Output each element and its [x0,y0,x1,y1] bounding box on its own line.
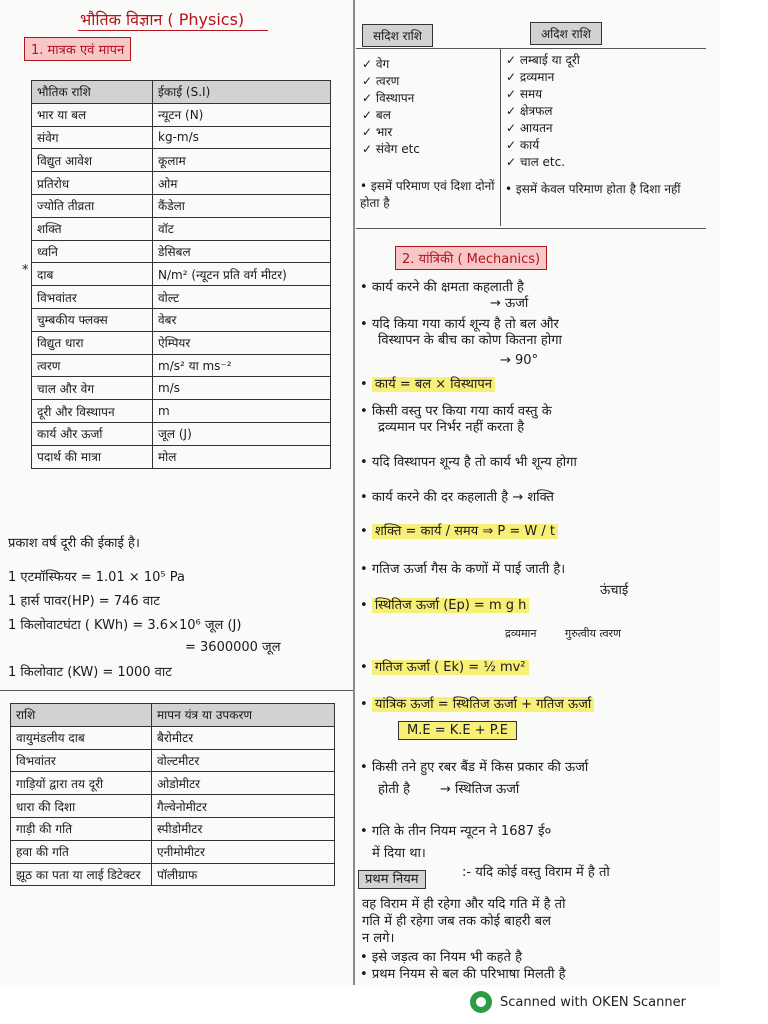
units-table-row [32,286,331,309]
mech-p2a: • यदि किया गया कार्य शून्य है तो बल और [360,317,559,332]
units-quantity-cell: कार्य और ऊर्जा [32,422,153,445]
note-kwh: 1 किलोवाटघंटा ( KWh) = 3.6×10⁶ जूल (J) [8,618,242,633]
mech-p2a-text: यदि किया गया कार्य शून्य है तो बल और [371,317,559,332]
right-section-rule [356,228,706,229]
note-light-year: प्रकाश वर्ष दूरी की ईकाई है। [8,536,140,551]
mech-p10-text: गतिज ऊर्जा ( Ek) = ½ mv² [372,660,529,675]
units-quantity-cell: ध्वनि [32,240,153,263]
units-table-row [32,331,331,354]
vector-scalar-rule [356,48,706,49]
scalar-item: ✓ समय [506,87,543,101]
units-unit-cell: m/s [153,377,331,400]
units-table-row [32,149,331,172]
units-quantity-cell: विद्युत धारा [32,331,153,354]
units-unit-cell: मोल [153,445,331,468]
instrument-quantity-cell: हवा की गति [11,840,152,863]
units-quantity-cell: दूरी और विस्थापन [32,400,153,423]
mech-p12a: • किसी तने हुए रबर बैंड में किस प्रकार की ऊर्जा [360,760,589,775]
first-law-label-text: प्रथम नियम [358,870,426,889]
instrument-quantity-cell: विभवांतर [11,749,152,772]
scalar-item: ✓ लम्बाई या दूरी [506,53,580,67]
instrument-quantity-cell: गाड़ियों द्वारा तय दूरी [11,772,152,795]
vector-item: ✓ त्वरण [362,74,400,88]
mech-p9: • स्थितिज ऊर्जा (Ep) = m g h [360,598,529,614]
units-quantity-cell: त्वरण [32,354,153,377]
note-atmosphere: 1 एटमॉस्फियर = 1.01 × 10⁵ Pa [8,570,185,585]
mech-p13a-text: गति के तीन नियम न्यूटन ने 1687 ई० [371,824,552,839]
mech-p11-box [398,723,517,739]
mech-p1-text: कार्य करने की क्षमता कहलाती है [371,280,524,295]
units-table-row [32,240,331,263]
title-underline [78,30,268,31]
units-quantity-cell: संवेग [32,126,153,149]
vector-item: ✓ बल [362,108,391,122]
units-unit-cell: कूलाम [153,149,331,172]
instruments-table [10,703,335,886]
section-1-label: 1. मात्रक एवं मापन [24,37,131,61]
instrument-device-cell: वोल्टमीटर [152,749,335,772]
mech-p8-text: गतिज ऊर्जा गैस के कणों में पाई जाती है। [371,562,566,577]
note-kwh-joule: = 3600000 जूल [185,640,281,655]
instrument-device-cell: स्पीडोमीटर [152,817,335,840]
units-table-row [32,263,331,286]
units-unit-cell: kg-m/s [153,126,331,149]
mech-p2-ans: → 90° [500,353,539,368]
mech-p11: • यांत्रिक ऊर्जा = स्थितिज ऊर्जा + गतिज ऊर्जा [360,697,594,713]
instruments-header-quantity: राशि [11,704,152,727]
instruments-table-row [11,726,335,749]
first-law-d: न लगे। [362,931,395,946]
first-law-label [358,872,426,888]
units-table-row [32,126,331,149]
units-quantity-cell: भार या बल [32,103,153,126]
vector-item: ✓ भार [362,125,393,139]
units-unit-cell: जूल (J) [153,422,331,445]
instruments-table-row [11,772,335,795]
units-quantity-cell: विद्युत आवेश [32,149,153,172]
mech-p1: • कार्य करने की क्षमता कहलाती है [360,280,524,295]
units-table-row [32,354,331,377]
units-header-quantity: भौतिक राशि [32,81,153,104]
scalar-item: ✓ चाल etc. [506,155,566,169]
instrument-device-cell: गैल्वेनोमीटर [152,795,335,818]
mech-p13a: • गति के तीन नियम न्यूटन ने 1687 ई० [360,824,552,839]
scalar-note-text: • इसमें केवल परिमाण होता है दिशा नहीं [505,182,681,196]
mech-p12b: होती है [378,782,411,797]
units-table-row [32,217,331,240]
mech-p2b: विस्थापन के बीच का कोण कितना होगा [378,333,562,348]
instruments-header-device: मापन यंत्र या उपकरण [152,704,335,727]
units-quantity-cell: चाल और वेग [32,377,153,400]
mech-p10: • गतिज ऊर्जा ( Ek) = ½ mv² [360,660,529,676]
mech-p4a: • किसी वस्तु पर किया गया कार्य वस्तु के [360,404,552,419]
first-law-b: वह विराम में ही रहेगा और यदि गति में है तो [362,897,566,912]
instrument-device-cell: बैरोमीटर [152,726,335,749]
mech-p12-ans: → स्थितिज ऊर्जा [440,782,520,797]
mech-p11-text: यांत्रिक ऊर्जा = स्थितिज ऊर्जा + गतिज ऊर्जा [372,697,594,712]
vector-note-text: • इसमें परिमाण एवं दिशा दोनों होता है [360,179,495,210]
scanner-footer-text: Scanned with OKEN Scanner [500,994,686,1010]
units-quantity-cell: विभवांतर [32,286,153,309]
vector-item: ✓ विस्थापन [362,91,415,105]
units-unit-cell: डेसिबल [153,240,331,263]
units-table-row [32,400,331,423]
instrument-quantity-cell: धारा की दिशा [11,795,152,818]
units-unit-cell: m/s² या ms⁻² [153,354,331,377]
instruments-table-header [11,704,335,727]
mech-p6: • कार्य करने की दर कहलाती है → शक्ति [360,490,554,505]
units-table [31,80,331,469]
mech-p4b: द्रव्यमान पर निर्भर नहीं करता है [378,420,525,435]
units-quantity-cell: चुम्बकीय फ्लक्स [32,308,153,331]
units-unit-cell: N/m² (न्यूटन प्रति वर्ग मीटर) [153,263,331,286]
units-unit-cell: वेबर [153,308,331,331]
vector-item: ✓ वेग [362,57,390,71]
mech-p4a-text: किसी वस्तु पर किया गया कार्य वस्तु के [371,404,552,419]
units-table-row [32,194,331,217]
instrument-device-cell: ओडोमीटर [152,772,335,795]
units-table-row [32,445,331,468]
scalar-item: ✓ आयतन [506,121,553,135]
instruments-table-row [11,817,335,840]
units-table-header [32,81,331,104]
first-law-c: गति में ही रहेगा जब तक कोई बाहरी बल [362,914,551,929]
units-table-row [32,103,331,126]
mech-p1-ans: → ऊर्जा [490,296,529,311]
vector-item: ✓ संवेग etc [362,142,420,156]
units-unit-cell: m [153,400,331,423]
mech-p5-text: यदि विस्थापन शून्य है तो कार्य भी शून्य होगा [371,455,577,470]
mech-p15-text: प्रथम नियम से बल की परिभाषा मिलती है [371,967,566,982]
mech-p7: • शक्ति = कार्य / समय ⇒ P = W / t [360,524,558,540]
vector-list [362,56,420,158]
section-rule [0,690,353,691]
units-unit-cell: कैंडेला [153,194,331,217]
units-unit-cell: ओम [153,172,331,195]
units-table-row [32,422,331,445]
star-mark: * [22,263,29,278]
mech-p8: • गतिज ऊर्जा गैस के कणों में पाई जाती है। [360,562,566,577]
mech-p9-height: ऊंचाई [600,583,629,598]
instrument-device-cell: एनीमोमीटर [152,840,335,863]
instruments-table-row [11,749,335,772]
mech-p14: • इसे जड़त्व का नियम भी कहते है [360,950,523,965]
units-quantity-cell: दाब [32,263,153,286]
scanner-footer [470,991,686,1013]
vector-header: सदिश राशि [362,24,433,47]
units-table-row [32,377,331,400]
scalar-item: ✓ क्षेत्रफल [506,104,553,118]
mech-p7-text: शक्ति = कार्य / समय ⇒ P = W / t [372,524,558,539]
scalar-item: ✓ द्रव्यमान [506,70,555,84]
units-quantity-cell: ज्योति तीव्रता [32,194,153,217]
section-2-label: 2. यांत्रिकी ( Mechanics) [395,246,547,270]
units-quantity-cell: प्रतिरोध [32,172,153,195]
mech-p5: • यदि विस्थापन शून्य है तो कार्य भी शून्य होगा [360,455,577,470]
instrument-quantity-cell: वायुमंडलीय दाब [11,726,152,749]
scalar-note [505,181,701,198]
mech-p3-text: कार्य = बल × विस्थापन [372,377,495,392]
vector-scalar-divider [500,48,501,226]
instrument-quantity-cell: झूठ का पता या लाई डिटेक्टर [11,863,152,886]
instrument-device-cell: पॉलीग्राफ [152,863,335,886]
center-divider [353,0,355,985]
units-table-row [32,172,331,195]
units-quantity-cell: शक्ति [32,217,153,240]
oken-scanner-logo-icon [470,991,492,1013]
mech-p14-text: इसे जड़त्व का नियम भी कहते है [371,950,523,965]
vector-note [360,178,496,212]
instruments-table-row [11,863,335,886]
instrument-quantity-cell: गाड़ी की गति [11,817,152,840]
note-horse-power: 1 हार्स पावर(HP) = 746 वाट [8,594,160,609]
units-quantity-cell: पदार्थ की मात्रा [32,445,153,468]
mech-p13b: में दिया था। [372,846,426,861]
units-unit-cell: न्यूटन (N) [153,103,331,126]
mech-p9-mass: द्रव्यमान [505,627,537,640]
units-unit-cell: वॉट [153,217,331,240]
note-kilowatt: 1 किलोवाट (KW) = 1000 वाट [8,665,172,680]
mech-p15: • प्रथम नियम से बल की परिभाषा मिलती है [360,967,566,982]
units-header-unit: ईकाई (S.I) [153,81,331,104]
scalar-header: अदिश राशि [530,22,602,45]
page-title: भौतिक विज्ञान ( Physics) [80,10,245,29]
scalar-list [506,52,580,171]
units-table-row [32,308,331,331]
units-unit-cell: ऐम्पियर [153,331,331,354]
scalar-item: ✓ कार्य [506,138,540,152]
first-law-a: :- यदि कोई वस्तु विराम में है तो [462,865,610,880]
instruments-table-row [11,795,335,818]
mech-p12a-text: किसी तने हुए रबर बैंड में किस प्रकार की ऊर्जा [371,760,589,775]
mech-p11-formula: M.E = K.E + P.E [398,721,517,740]
units-unit-cell: वोल्ट [153,286,331,309]
mech-p9-text: स्थितिज ऊर्जा (Ep) = m g h [372,598,530,613]
mech-p3: • कार्य = बल × विस्थापन [360,377,495,393]
instruments-table-row [11,840,335,863]
mech-p9-gravity: गुरुत्वीय त्वरण [565,627,622,640]
mech-p6-text: कार्य करने की दर कहलाती है → शक्ति [371,490,554,505]
